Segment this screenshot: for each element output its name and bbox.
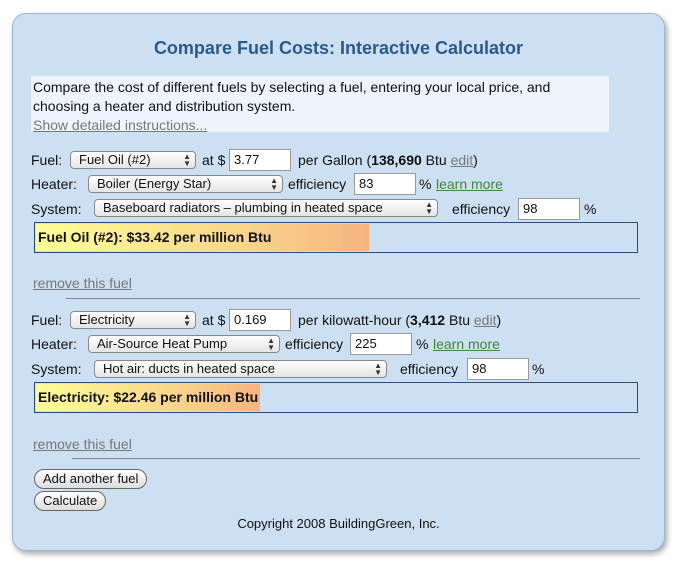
price-label: at $ xyxy=(202,312,226,328)
remove-fuel-link[interactable]: remove this fuel xyxy=(33,275,132,291)
fuel-select[interactable] xyxy=(70,151,196,169)
heater-label: Heater: xyxy=(31,336,77,352)
unit-label: per kilowatt-hour ( xyxy=(298,312,411,328)
add-fuel-button[interactable]: Add another fuel xyxy=(34,469,147,489)
select-arrows-icon: ▲ ▼ xyxy=(183,152,191,168)
btu-value: 138,690 xyxy=(371,152,422,168)
heater-select-value: Air-Source Heat Pump xyxy=(97,336,228,351)
fuel-label: Fuel: xyxy=(31,152,63,168)
calculate-button[interactable]: Calculate xyxy=(34,491,106,511)
remove-fuel-link[interactable]: remove this fuel xyxy=(33,436,132,452)
system-efficiency-input[interactable]: 98 xyxy=(467,358,529,380)
system-label: System: xyxy=(31,361,82,377)
percent-label: % xyxy=(416,336,429,352)
calculator-panel xyxy=(12,13,665,551)
divider xyxy=(72,458,640,459)
price-input[interactable]: 3.77 xyxy=(229,149,291,171)
percent-label: % xyxy=(419,176,432,192)
edit-btu-link[interactable]: edit xyxy=(450,152,474,168)
copyright: Copyright 2008 BuildingGreen, Inc. xyxy=(237,516,440,531)
heater-efficiency-input[interactable]: 83 xyxy=(354,173,416,195)
btu-label: Btu xyxy=(448,312,470,328)
select-arrows-icon: ▲ ▼ xyxy=(374,361,382,377)
divider xyxy=(66,298,640,299)
select-arrows-icon: ▲ ▼ xyxy=(267,336,275,352)
edit-btu-link[interactable]: edit xyxy=(473,312,497,328)
efficiency-label: efficiency xyxy=(285,336,344,352)
system-select[interactable] xyxy=(94,360,387,378)
efficiency-label: efficiency xyxy=(288,176,347,192)
efficiency-label: efficiency xyxy=(452,201,511,217)
fuel-select-value: Electricity xyxy=(79,312,135,327)
price-label: at $ xyxy=(202,152,226,168)
btu-label: Btu xyxy=(425,152,447,168)
result-text: Fuel Oil (#2): $33.42 per million Btu xyxy=(38,229,272,245)
learn-more-link[interactable]: learn more xyxy=(433,336,500,352)
select-arrows-icon: ▲ ▼ xyxy=(270,176,278,192)
result-box xyxy=(34,222,638,253)
unit-text: per kilowatt-hour (3,412 Btu edit) xyxy=(298,312,502,328)
system-select-value: Baseboard radiators – plumbing in heated space xyxy=(103,200,383,215)
intro-text: Compare the cost of different fuels by selecting a fuel, entering your local price, and choosing a heater and distribution system. xyxy=(33,79,551,114)
efficiency-label: efficiency xyxy=(400,361,459,377)
heater-select-value: Boiler (Energy Star) xyxy=(97,176,212,191)
page-title: Compare Fuel Costs: Interactive Calculator xyxy=(153,38,524,58)
select-arrows-icon: ▲ ▼ xyxy=(183,312,191,328)
result-box xyxy=(34,382,638,413)
learn-more-link[interactable]: learn more xyxy=(436,176,503,192)
price-input[interactable]: 0.169 xyxy=(229,309,291,331)
heater-select[interactable] xyxy=(88,175,283,193)
system-label: System: xyxy=(31,201,82,217)
fuel-select[interactable] xyxy=(70,311,196,329)
percent-label: % xyxy=(532,361,545,377)
system-efficiency-input[interactable]: 98 xyxy=(518,198,580,220)
heater-label: Heater: xyxy=(31,176,77,192)
system-select-value: Hot air: ducts in heated space xyxy=(103,361,275,376)
fuel-label: Fuel: xyxy=(31,312,63,328)
fuel-select-value: Fuel Oil (#2) xyxy=(79,152,151,167)
unit-label: per Gallon ( xyxy=(298,152,372,168)
show-instructions-link[interactable]: Show detailed instructions... xyxy=(33,117,208,133)
system-select[interactable] xyxy=(94,199,438,217)
select-arrows-icon: ▲ ▼ xyxy=(425,200,433,216)
percent-label: % xyxy=(584,201,597,217)
result-text: Electricity: $22.46 per million Btu xyxy=(38,389,259,405)
btu-value: 3,412 xyxy=(410,312,446,328)
heater-select[interactable] xyxy=(88,335,280,353)
unit-text: per Gallon (138,690 Btu edit) xyxy=(298,152,478,168)
intro-box xyxy=(31,76,609,132)
heater-efficiency-input[interactable]: 225 xyxy=(350,333,412,355)
